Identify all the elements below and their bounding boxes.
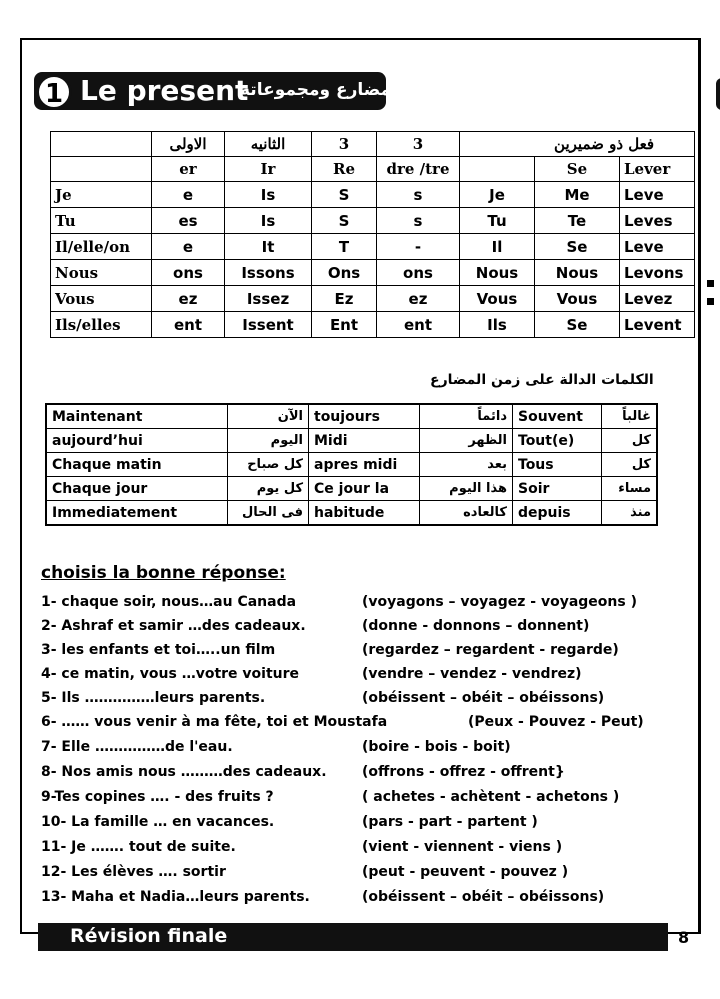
table-cell: Issez <box>225 286 312 312</box>
exercise-choices: (vient - viennent - viens ) <box>362 839 563 855</box>
table-row <box>51 260 695 286</box>
next-page-badge <box>716 78 720 110</box>
table-cell: - <box>377 234 460 260</box>
table-cell: Nous <box>535 260 620 286</box>
exercise-question: 3- les enfants et toi…..un film <box>41 642 276 658</box>
table-cell: Leve <box>620 182 695 208</box>
table-cell: Se <box>535 234 620 260</box>
table-cell: ez <box>152 286 225 312</box>
table-cell: ez <box>377 286 460 312</box>
table-cell: كل صباح <box>228 453 309 477</box>
exercise-question: 12- Les élèves …. sortir <box>41 864 226 880</box>
table-cell: Te <box>535 208 620 234</box>
table-cell: Vous <box>460 286 535 312</box>
table-row <box>51 208 695 234</box>
exercise-choices: (obéissent – obéit – obéissons) <box>362 690 605 706</box>
table-cell: كل <box>602 453 658 477</box>
exercise-choices: (peut - peuvent - pouvez ) <box>362 864 569 880</box>
exercise-question: 1- chaque soir, nous…au Canada <box>41 594 297 610</box>
exercise-choices: (obéissent – obéit – obéissons) <box>362 889 605 905</box>
table-row <box>46 453 657 477</box>
exercise-question: 2- Ashraf et samir …des cadeaux. <box>41 618 306 634</box>
table-cell: كل <box>602 429 658 453</box>
exercise-choices: (voyagons – voyagez - voyageons ) <box>362 594 637 610</box>
time-words-title: الكلمات الدالة على زمن المضارع <box>430 372 654 388</box>
exercise-question: 8- Nos amis nous ………des cadeaux. <box>41 764 327 780</box>
table-cell: Se <box>535 312 620 338</box>
table-cell: Issons <box>225 260 312 286</box>
exercise-choices: (vendre – vendez - vendrez) <box>362 666 582 682</box>
table-cell: 3 <box>377 132 460 157</box>
table-cell: s <box>377 208 460 234</box>
table-cell: Tu <box>51 208 152 234</box>
lesson-number: 1 <box>36 74 72 110</box>
exercise-question: 6- …… vous venir à ma fête, toi et Moustafa <box>41 714 388 730</box>
table-cell: هذا اليوم <box>420 477 513 501</box>
exercise-choices: (donne - donnons – donnent) <box>362 618 590 634</box>
table-cell: فعل ذو ضميرين <box>460 132 695 157</box>
exercise-choices: ( achetes - achètent - achetons ) <box>362 789 620 805</box>
table-cell: habitude <box>309 501 420 526</box>
exercise-question: 5- Ils ……………leurs parents. <box>41 690 266 706</box>
table-cell <box>460 157 535 182</box>
table-row <box>46 501 657 526</box>
table-row <box>51 312 695 338</box>
table-cell: ent <box>377 312 460 338</box>
conjugation-table <box>50 131 695 338</box>
table-cell: Il/elle/on <box>51 234 152 260</box>
table-cell: It <box>225 234 312 260</box>
table-cell: ons <box>152 260 225 286</box>
table-cell: Levent <box>620 312 695 338</box>
table-cell: فى الحال <box>228 501 309 526</box>
table-cell: منذ <box>602 501 658 526</box>
lesson-title-ar: زمن المضارع ومجموعاته <box>240 80 446 100</box>
table-cell: es <box>152 208 225 234</box>
table-cell: الاولى <box>152 132 225 157</box>
exercise-choices: (boire - bois - boit) <box>362 739 511 755</box>
table-cell: كل يوم <box>228 477 309 501</box>
table-row <box>51 286 695 312</box>
table-cell: بعد <box>420 453 513 477</box>
table-cell: Re <box>312 157 377 182</box>
table-cell: Ir <box>225 157 312 182</box>
table-cell: Lever <box>620 157 695 182</box>
table-cell: Midi <box>309 429 420 453</box>
exercise-question: 10- La famille … en vacances. <box>41 814 275 830</box>
page-number: 8 <box>678 928 690 947</box>
exercise-choices: (Peux - Pouvez - Peut) <box>468 714 644 730</box>
exercise-question: 4- ce matin, vous …votre voiture <box>41 666 300 682</box>
table-cell: Tous <box>513 453 602 477</box>
table-header-row <box>51 132 695 157</box>
table-cell: مساء <box>602 477 658 501</box>
table-cell: Tu <box>460 208 535 234</box>
table-row <box>51 182 695 208</box>
table-cell: Nous <box>460 260 535 286</box>
table-cell: Ons <box>312 260 377 286</box>
table-cell: Vous <box>51 286 152 312</box>
table-cell: dre /tre <box>377 157 460 182</box>
table-cell: Chaque jour <box>46 477 228 501</box>
table-cell: aujourd’hui <box>46 429 228 453</box>
table-cell: e <box>152 182 225 208</box>
table-cell: Ce jour la <box>309 477 420 501</box>
lesson-title-fr: Le present <box>80 74 249 107</box>
table-cell: اليوم <box>228 429 309 453</box>
table-cell: Is <box>225 208 312 234</box>
table-cell: الظهر <box>420 429 513 453</box>
exercise-question: 13- Maha et Nadia…leurs parents. <box>41 889 310 905</box>
table-cell: غالباً <box>602 404 658 429</box>
table-cell: Chaque matin <box>46 453 228 477</box>
exercise-choices: (regardez – regardent - regarde) <box>362 642 619 658</box>
table-cell: er <box>152 157 225 182</box>
time-words-table <box>45 403 658 526</box>
exercise-title: choisis la bonne réponse: <box>41 563 286 583</box>
table-cell: Immediatement <box>46 501 228 526</box>
table-cell: Maintenant <box>46 404 228 429</box>
table-cell: Se <box>535 157 620 182</box>
exercise-question: 7- Elle ……………de l'eau. <box>41 739 233 755</box>
table-row <box>46 477 657 501</box>
table-cell: Vous <box>535 286 620 312</box>
table-cell <box>51 132 152 157</box>
exercise-question: 9-Tes copines …. - des fruits ? <box>41 789 274 805</box>
table-cell: Ent <box>312 312 377 338</box>
table-cell: depuis <box>513 501 602 526</box>
table-cell: S <box>312 208 377 234</box>
table-cell: S <box>312 182 377 208</box>
table-cell: Ez <box>312 286 377 312</box>
table-row <box>51 234 695 260</box>
table-cell: T <box>312 234 377 260</box>
table-cell <box>51 157 152 182</box>
table-cell: toujours <box>309 404 420 429</box>
exercise-question: 11- Je ……. tout de suite. <box>41 839 236 855</box>
table-cell: Leve <box>620 234 695 260</box>
table-cell: Je <box>460 182 535 208</box>
table-cell: Ils <box>460 312 535 338</box>
table-header-row <box>51 157 695 182</box>
table-row <box>46 429 657 453</box>
table-cell: دائماً <box>420 404 513 429</box>
table-cell: e <box>152 234 225 260</box>
exercise-choices: (pars - part - partent ) <box>362 814 538 830</box>
table-cell: Nous <box>51 260 152 286</box>
bullet-icon <box>707 298 714 305</box>
table-cell: الآن <box>228 404 309 429</box>
table-cell: apres midi <box>309 453 420 477</box>
table-cell: Il <box>460 234 535 260</box>
table-cell: Issent <box>225 312 312 338</box>
table-cell: Is <box>225 182 312 208</box>
table-cell: Je <box>51 182 152 208</box>
table-cell: الثانيه <box>225 132 312 157</box>
bullet-icon <box>707 280 714 287</box>
table-cell: ent <box>152 312 225 338</box>
table-cell: Tout(e) <box>513 429 602 453</box>
exercise-choices: (offrons - offrez - offrent} <box>362 764 565 780</box>
table-cell: ons <box>377 260 460 286</box>
table-cell: Ils/elles <box>51 312 152 338</box>
table-cell: Levons <box>620 260 695 286</box>
footer-label: Révision finale <box>70 925 228 947</box>
table-row <box>46 404 657 429</box>
table-cell: 3 <box>312 132 377 157</box>
table-cell: Me <box>535 182 620 208</box>
table-cell: Souvent <box>513 404 602 429</box>
table-cell: Soir <box>513 477 602 501</box>
table-cell: Levez <box>620 286 695 312</box>
table-cell: كالعاده <box>420 501 513 526</box>
table-cell: s <box>377 182 460 208</box>
table-cell: Leves <box>620 208 695 234</box>
